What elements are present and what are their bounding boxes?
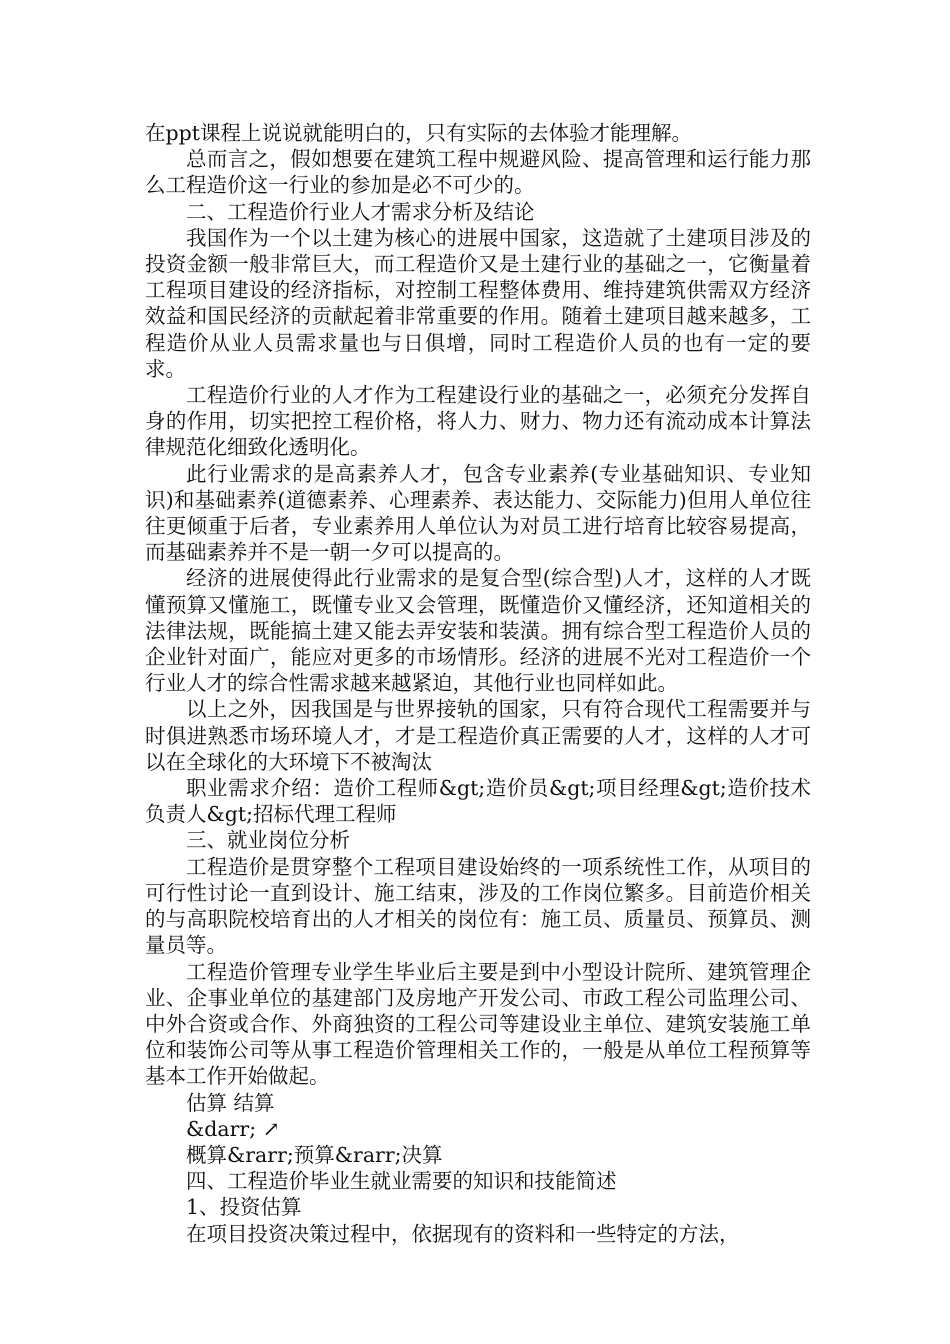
- flow-line-arrows: &darr; ↗: [186, 1116, 280, 1141]
- paragraph-graduate-employment: 工程造价管理专业学生毕业后主要是到中小型设计院所、建筑管理企业、企事业单位的基建部门及房地产开发公司、市政工程公司监理公司、中外合资或合作、外商独资的工程公司等建设业主单位、建筑安装施工单位和装饰公司等从事工程造价管理相关工作的，一般是从单位工程预算等基本工作开始做起。: [145, 959, 811, 1089]
- paragraph-summary: 总而言之，假如想要在建筑工程中规避风险、提高管理和运行能力那么工程造价这一行业的参加是必不可少的。: [145, 147, 811, 198]
- subheading-investment-estimate: 1、投资估算: [186, 1195, 302, 1220]
- paragraph-composite-talent: 经济的进展使得此行业需求的是复合型(综合型)人才，这样的人才既懂预算又懂施工，既懂专业又会管理，既懂造价又懂经济，还知道相关的法律法规，既能搞土建又能去弄安装和装潢。拥有综合型工程造价人员的企业针对面广，能应对更多的市场情形。经济的进展不光对工程造价一个行业人才的综合性需求越来越紧迫，其他行业也同样如此。: [145, 566, 811, 696]
- flow-line-estimate-settlement: 估算 结算: [186, 1090, 275, 1115]
- paragraph-job-positions: 工程造价是贯穿整个工程项目建设始终的一项系统性工作，从项目的可行性讨论一直到设计、施工结束，涉及的工作岗位繁多。目前造价相关的与高职院校培育出的人才相关的岗位有：施工员、质量员、预算员、测量员等。: [145, 854, 811, 958]
- document-page: [145, 120, 811, 1247]
- section-heading-talent-demand: 二、工程造价行业人才需求分析及结论: [186, 199, 535, 224]
- paragraph-quality-talent: 此行业需求的是高素养人才，包含专业素养(专业基础知识、专业知识)和基础素养(道德素养、心理素养、表达能力、交际能力)但用人单位往往更倾重于后者，专业素养用人单位认为对员工进行培育比较容易提高，而基础素养并不是一朝一夕可以提高的。: [145, 461, 811, 565]
- paragraph-continuation: 在ppt课程上说说就能明白的，只有实际的去体验才能理解。: [145, 121, 692, 145]
- flow-line-budget-sequence: 概算&rarr;预算&rarr;决算: [186, 1142, 443, 1167]
- paragraph-career-demand: 职业需求介绍：造价工程师&gt;造价员&gt;项目经理&gt;造价技术负责人&gt;招标代理工程师: [145, 776, 811, 827]
- section-heading-skills: 四、工程造价毕业生就业需要的知识和技能简述: [186, 1169, 617, 1194]
- paragraph-investment-decision: 在项目投资决策过程中，依据现有的资料和一些特定的方法，: [186, 1221, 740, 1246]
- paragraph-global-talent: 以上之外，因我国是与世界接轨的国家，只有符合现代工程需要并与时俱进熟悉市场环境人才，才是工程造价真正需要的人才，这样的人才可以在全球化的大环境下不被淘汰: [145, 697, 811, 774]
- paragraph-national-context: 我国作为一个以土建为核心的进展中国家，这造就了土建项目涉及的投资金额一般非常巨大，而工程造价又是土建行业的基础之一，它衡量着工程项目建设的经济指标，对控制工程整体费用、维持建筑供需双方经济效益和国民经济的贡献起着非常重要的作用。随着土建项目越来越多，工程造价从业人员需求量也与日俱增，同时工程造价人员的也有一定的要求。: [145, 225, 811, 381]
- section-heading-job-analysis: 三、就业岗位分析: [186, 828, 350, 853]
- paragraph-talent-role: 工程造价行业的人才作为工程建设行业的基础之一，必须充分发挥自身的作用，切实把控工程价格，将人力、财力、物力还有流动成本计算法律规范化细致化透明化。: [145, 383, 811, 460]
